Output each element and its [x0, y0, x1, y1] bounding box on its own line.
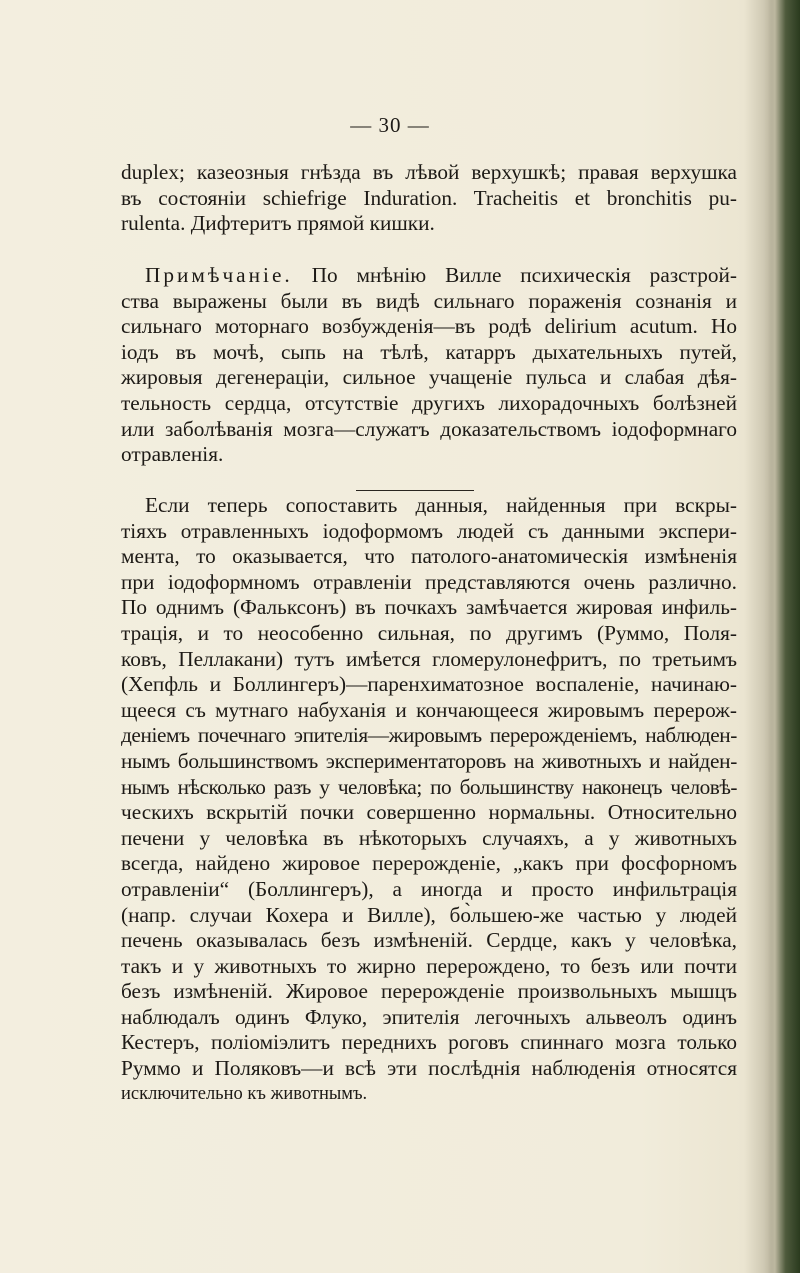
text-line: Если теперь сопоставить данныя, найденныя при вскры-	[145, 493, 737, 517]
text-line: тельность сердца, отсутствіе другихъ лихорадочныхъ болѣзней	[121, 390, 737, 415]
page-edge	[764, 0, 800, 1273]
text-line: іодъ въ мочѣ, сыпь на тѣлѣ, катарръ дыхательныхъ путей,	[121, 339, 737, 364]
text-line: rulenta. Дифтеритъ прямой кишки.	[121, 211, 435, 236]
text-line: ковъ, Пеллакани) тутъ имѣется гломерулонефритъ, по третьимъ	[121, 646, 737, 671]
text-line: исключительно къ животнымъ.	[121, 1083, 368, 1104]
text-line: печень оказывалась безъ измѣненій. Сердце, какъ у человѣка,	[121, 928, 737, 953]
text-line: при іодоформномъ отравленіи представляются очень различно.	[121, 569, 737, 594]
text-line: По однимъ (Фальксонъ) въ почкахъ замѣчается жировая инфиль-	[121, 595, 737, 620]
text-line: такъ и у животныхъ то жирно перерождено, то безъ или почти	[121, 953, 737, 978]
text-line: отравленіи“ (Боллингеръ), а иногда и просто инфильтрація	[121, 876, 737, 901]
paragraph-1	[121, 160, 737, 237]
text-line: трація, и то неособенно сильная, по другимъ (Руммо, Поля-	[121, 620, 737, 645]
text-line: печени у человѣка въ нѣкоторыхъ случаяхъ, а у животныхъ	[121, 825, 737, 850]
section-divider	[356, 490, 474, 491]
text-line: Кестеръ, поліоміэлитъ переднихъ роговъ спиннаго мозга только	[121, 1030, 737, 1055]
note-paragraph	[121, 263, 737, 468]
text-line: тіяхъ отравленныхъ іодоформомъ людей съ данными экспери-	[121, 518, 737, 543]
text-line: всегда, найдено жировое перерожденіе, „какъ при фосфорномъ	[121, 851, 737, 876]
text-line: безъ измѣненій. Жировое перерожденіе произвольныхъ мышцъ	[121, 979, 737, 1004]
text-line: наблюдалъ одинъ Флуко, эпителія легочныхъ альвеолъ одинъ	[121, 1004, 737, 1029]
text-line: (напр. случаи Кохера и Вилле), бо̀льшею-же частью у людей	[121, 902, 737, 927]
text-line: ческихъ вскрытій почки совершенно нормальны. Относительно	[121, 800, 737, 825]
text-line: duplex; казеозныя гнѣзда въ лѣвой верхушкѣ; правая верхушка	[121, 160, 737, 184]
text-line: мента, то оказывается, что патолого-анатомическія измѣненія	[121, 544, 737, 569]
text-line: отравленія.	[121, 442, 224, 467]
text-line: Руммо и Поляковъ—и всѣ эти послѣднія наблюденія относятся	[121, 1056, 737, 1081]
text-line: или заболѣванія мозга—служатъ доказательствомъ іодоформнаго	[121, 416, 737, 441]
text-line: (Хепфль и Боллингеръ)—паренхиматозное воспаленіе, начинаю-	[121, 672, 737, 697]
text-line	[121, 263, 737, 289]
text-line: жировыя дегенераціи, сильное учащеніе пульса и слабая дѣя-	[121, 365, 737, 390]
text-line: деніемъ почечнаго эпителія—жировымъ перерожденіемъ, наблюден-	[121, 723, 737, 748]
text-line: въ состояніи schiefrige Induration. Tracheitis et bronchitis pu-	[121, 185, 737, 210]
text-line: нымъ нѣсколько разъ у человѣка; по большинству наконецъ человѣ-	[121, 774, 737, 799]
text-line: нымъ большинствомъ экспериментаторовъ на животныхъ и найден-	[121, 748, 737, 773]
text-line: сильнаго моторнаго возбужденія—въ родѣ delirium acutum. Но	[121, 314, 737, 339]
note-first-line: По мнѣнію Вилле психическія разстрой-	[292, 263, 737, 287]
note-label: Примѣчаніе.	[145, 263, 293, 287]
paragraph-3	[121, 493, 737, 1107]
text-line: ства выражены были въ видѣ сильнаго пораженія сознанія и	[121, 288, 737, 313]
text-line: щееся съ мутнаго набуханія и кончающееся жировымъ перерож-	[121, 697, 737, 722]
page-number: — 30 —	[350, 113, 430, 137]
